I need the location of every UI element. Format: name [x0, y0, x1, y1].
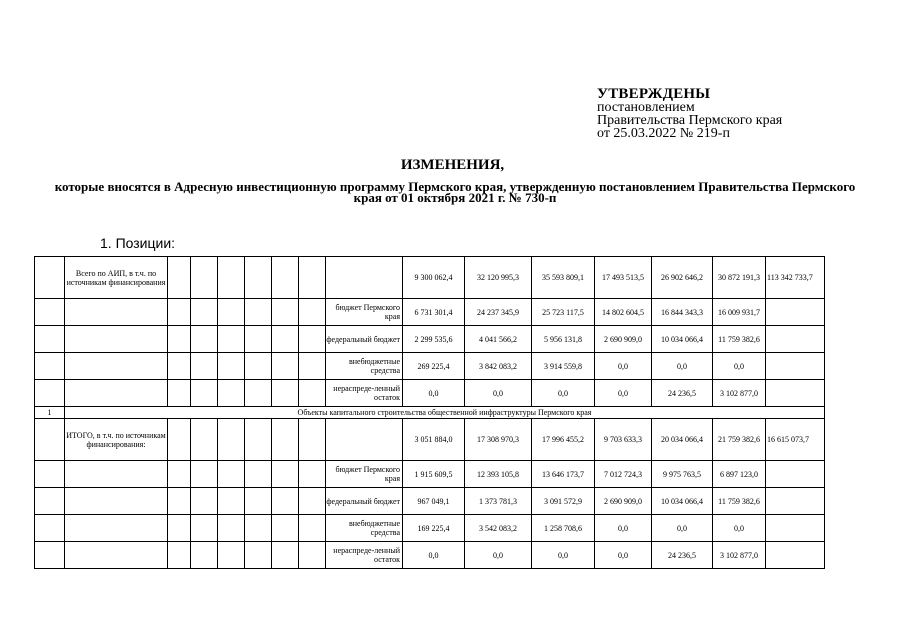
table-cell: 0,0 — [403, 380, 465, 407]
table-row-total — [35, 257, 825, 299]
investment-table — [34, 256, 825, 569]
table-cell: 3 542 083,2 — [465, 515, 532, 542]
approval-line-1: постановлением — [597, 100, 695, 115]
table-cell: 2 299 535,6 — [403, 326, 465, 353]
table-cell: 26 902 646,2 — [652, 257, 713, 299]
source-label: федеральный бюджет — [326, 326, 403, 353]
source-label: бюджет Пермского края — [326, 299, 403, 326]
table-cell: 11 759 382,6 — [713, 326, 766, 353]
table-cell: 7 012 724,3 — [595, 461, 652, 488]
table-cell: 13 646 173,7 — [532, 461, 595, 488]
table-cell: 0,0 — [595, 380, 652, 407]
table-row — [35, 488, 825, 515]
table-row — [35, 299, 825, 326]
table-cell: 967 049,1 — [403, 488, 465, 515]
table-cell: 25 723 117,5 — [532, 299, 595, 326]
approval-stamp — [597, 88, 782, 140]
table-cell: 169 225,4 — [403, 515, 465, 542]
document-heading: ИЗМЕНЕНИЯ, — [400, 157, 505, 173]
table-cell: 20 034 066,4 — [652, 419, 713, 461]
block2-label: ИТОГО, в т.ч. по источникам финансирования: — [65, 419, 168, 461]
table-cell: 0,0 — [713, 515, 766, 542]
source-label: нераспреде-ленный остаток — [326, 380, 403, 407]
table-cell: 0,0 — [652, 515, 713, 542]
table-cell: 12 393 105,8 — [465, 461, 532, 488]
table-row — [35, 461, 825, 488]
table-row — [35, 326, 825, 353]
table-cell: 5 956 131,8 — [532, 326, 595, 353]
document-subheading: которые вносятся в Адресную инвестиционную программу Пермского края, утвержденную постановлением Правительства Пермского края от 01 октября 2021 г. № 730-п — [54, 179, 856, 205]
table-row — [35, 515, 825, 542]
table-cell: 6 731 301,4 — [403, 299, 465, 326]
table-cell: 3 102 877,0 — [713, 542, 766, 569]
table-cell: 30 872 191,3 — [713, 257, 766, 299]
table-cell: 6 897 123,0 — [713, 461, 766, 488]
table-cell: 1 373 781,3 — [465, 488, 532, 515]
table-cell: 21 759 382,6 — [713, 419, 766, 461]
table-cell: 17 308 970,3 — [465, 419, 532, 461]
source-label: бюджет Пермского края — [326, 461, 403, 488]
table-cell: 32 120 995,3 — [465, 257, 532, 299]
table-cell: 24 236,5 — [652, 542, 713, 569]
block1-label: Всего по АИП, в т.ч. по источникам финансирования — [65, 257, 168, 299]
table-cell: 2 690 909,0 — [595, 488, 652, 515]
table-cell: 16 615 073,7 — [766, 419, 825, 461]
section-title-cell: Объекты капитального строительства общественной инфраструктуры Пермского края — [65, 407, 825, 419]
table-row — [35, 542, 825, 569]
table-cell: 14 802 604,5 — [595, 299, 652, 326]
table-cell: 0,0 — [595, 515, 652, 542]
table-cell: 10 034 066,4 — [652, 326, 713, 353]
approval-line-2: Правительства Пермского края — [597, 113, 783, 128]
table-cell: 2 690 909,0 — [595, 326, 652, 353]
table-cell: 24 237 345,9 — [465, 299, 532, 326]
table-cell: 1 258 708,6 — [532, 515, 595, 542]
table-cell: 9 703 633,3 — [595, 419, 652, 461]
table-cell: 0,0 — [465, 380, 532, 407]
table-row-total — [35, 419, 825, 461]
table-cell: 1 915 609,5 — [403, 461, 465, 488]
approval-title: УТВЕРЖДЕНЫ — [597, 86, 711, 102]
table-cell: 0,0 — [465, 542, 532, 569]
source-label: федеральный бюджет — [326, 488, 403, 515]
table-cell: 3 051 884,0 — [403, 419, 465, 461]
table-cell: 16 844 343,3 — [652, 299, 713, 326]
table-cell: 11 759 382,6 — [713, 488, 766, 515]
table-cell: 0,0 — [532, 542, 595, 569]
source-label: нераспреде-ленный остаток — [326, 542, 403, 569]
table-cell: 35 593 809,1 — [532, 257, 595, 299]
table-cell: 269 225,4 — [403, 353, 465, 380]
table-cell: 9 975 763,5 — [652, 461, 713, 488]
table-cell: 113 342 733,7 — [766, 257, 825, 299]
table-cell: 24 236,5 — [652, 380, 713, 407]
table-cell: 17 493 513,5 — [595, 257, 652, 299]
table-cell: 17 996 455,2 — [532, 419, 595, 461]
table-cell: 3 842 083,2 — [465, 353, 532, 380]
table-cell: 3 091 572,9 — [532, 488, 595, 515]
table-cell: 0,0 — [713, 353, 766, 380]
source-label: внебюджетные средства — [326, 515, 403, 542]
table-cell: 10 034 066,4 — [652, 488, 713, 515]
table-cell: 0,0 — [652, 353, 713, 380]
table-cell: 0,0 — [595, 353, 652, 380]
table-cell: 0,0 — [595, 542, 652, 569]
section-number: 1 — [35, 407, 65, 419]
table-row — [35, 353, 825, 380]
table-cell: 3 914 559,8 — [532, 353, 595, 380]
table-cell: 3 102 877,0 — [713, 380, 766, 407]
table-cell: 0,0 — [532, 380, 595, 407]
table-cell: 4 041 566,2 — [465, 326, 532, 353]
section-title: 1. Позиции: — [100, 235, 176, 251]
table-row — [35, 380, 825, 407]
table-cell: 0,0 — [403, 542, 465, 569]
approval-line-3: от 25.03.2022 № 219-п — [597, 126, 730, 141]
table-cell: 9 300 062,4 — [403, 257, 465, 299]
source-label: внебюджетные средства — [326, 353, 403, 380]
table-section-row — [35, 407, 825, 419]
table-cell: 16 009 931,7 — [713, 299, 766, 326]
